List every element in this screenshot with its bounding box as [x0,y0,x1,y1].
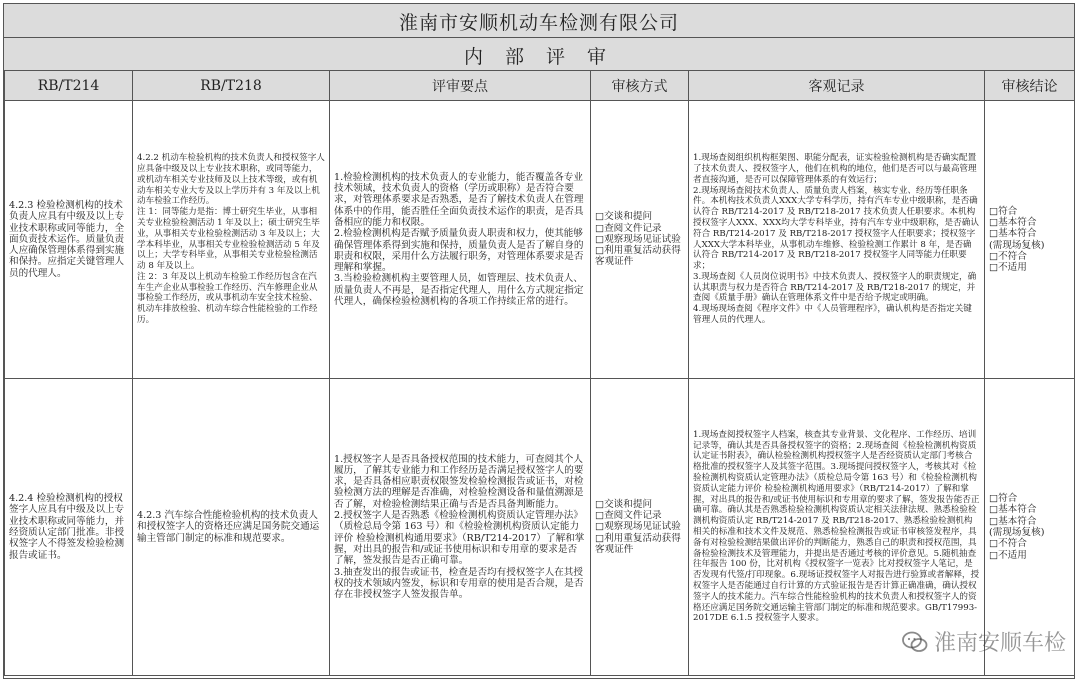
company-name: 淮南市安顺机动车检测有限公司 [398,12,679,34]
title-block [4,4,1074,71]
col-header-rb218: RB/T218 [133,71,330,101]
document-title: 内 部 评 审 [463,46,615,68]
col-header-conclusion: 审核结论 [985,71,1075,101]
watermark-text: 淮南安顺车检 [933,631,1066,656]
title-divider [4,37,1074,38]
review-method [591,379,689,676]
method-option[interactable]: □利用重复活动获得客观证件 [595,245,681,268]
conclusion-option[interactable]: □不符合 [989,538,1027,550]
conclusion-note: (需现场复核) [989,239,1045,251]
col-header-points: 评审要点 [330,71,591,101]
review-points: 1.检验检测机构的技术负责人的专业能力，能否覆盖各专业技术领域，技术负责人的资格（学历或职称）是否符合要求，对管理体系要求是否熟悉，是否了解技术负责人在管理体系中的作用，能否胜任全面负责技术运作的职责，是否具备相应的能力和权限。 2.检验检测机构是否赋予质量负责人职责和权力，使其能够确保管理体系得到实施和保持，质量负责人是否了解自身的职责和权限，采用什么方法履行职务，对管理体系要求是否理解和掌握。 3.当检验检测机构主要管理人员，如管理层、技术负责人、质量负责人不再是，是否指定代理人，用什么方式规定指定代理人，确保检验检测机构的各项工作持续正常的进行。 [330,101,591,379]
conclusion-option[interactable]: □不适用 [989,262,1027,274]
objective-record: 1.现场查阅授权签字人档案，核查其专业背景、文化程序、工作经历、培训记录等，确认其是否具备授权签字的资格；2.现场查阅《检验检测机构资质认定证书附表》，确认检验检测机构授权签字人是否经资质认定部门考核合格批准的授权签字人及其签字范围。3.现场提问授权签字人，考核其对《检验检测机构资质认定管理办法》（质检总局令第 163 号）和《检验检测机构资质认定能力评价 检验检测机构通用要求》（RB/T214-2017）了解和掌握，对出具的报告和/或证书使用标识和专用章的要求了解，签发报告能否正确可靠。确认其是否熟悉检验检测机构资质认定相关法律法规、熟悉检验检测机构资质认定 RB/T214-2017 及 RB/T218-2017、熟悉检验检测机构相关的标准和技术文件及规范、熟悉检验检测报告或证书审核签发程序，具备有对检验检测结果做出评价的判断能力，熟悉自己的职责和授权范围，具备检验检测技术及管理能力，并提出是否通过考核的评价意见。5.随机抽查往年报告 100 份，比对机构《授权签字一览表》比对授权签字人笔记，是否发现有代签/打印现象。6.现场证授权签字人对报告进行验算或者解释，授权签字人是否能通过自行计算的方式验证报告是否计算正确准确，确认授权签字人的技术能力。汽车综合性能检验机构的技术负责人和授权签字人的资格还应满足国务院交通运输主管部门制定的标准和规范要求。GB/T17993-2017DE 6.1.5 授权签字人要求。 [689,379,985,676]
review-method [591,101,689,379]
header-row [5,71,1075,101]
review-points: 1.授权签字人是否具备授权范围的技术能力，可查阅其个人履历，了解其专业能力和工作经历是否满足授权签字人的要求，是否具备相应职责权限签发检验检测报告或证书，对检验检测方法的理解是否准确，对检验检测设备和量值溯源是否了解，对检验检测结果正确与否是否具备判断能力。 2.授权签字人是否熟悉《检验检测机构资质认定管理办法》（质检总局令第 163 号）和《检验检测机构资质认定能力评价 检验检测机构通用要求》（RB/T214-2017）了解和掌握，对出具的报告和/或证书使用标识和专用章的要求是否了解，签发报告是否正确可靠。 3.抽查发出的报告或证书，检查是否均有授权签字人在其授权的技术领域内签发，标识和专用章的使用是否合规，是否存在非授权签字人签发报告单。 [330,379,591,676]
conclusion-option[interactable]: □基本符合 [989,515,1037,527]
table-row [5,101,1075,379]
method-option[interactable]: □交谈和提问 [595,211,653,223]
conclusion-option[interactable]: □基本符合 [989,504,1037,516]
review-conclusion [985,101,1075,379]
method-option[interactable]: □观察现场见证试验 [595,233,681,245]
conclusion-option[interactable]: □符合 [989,493,1018,505]
rb214-clause: 4.2.4 检验检测机构的授权签字人应具有中级及以上专业技术职称或同等能力，并经资质认定部门批准。非授权签字人不得签发检验检测报告或证书。 [5,379,133,676]
col-header-rb214: RB/T214 [5,71,133,101]
wechat-watermark [902,626,1066,657]
col-header-record: 客观记录 [689,71,985,101]
conclusion-option[interactable]: □不符合 [989,250,1027,262]
col-header-method: 审核方式 [591,71,689,101]
wechat-icon [902,631,928,653]
conclusion-option[interactable]: □基本符合 [989,228,1037,240]
rb214-clause: 4.2.3 检验检测机构的技术负责人应具有中级及以上专业技术职称或同等能力，全面负责技术运作。质量负责人应确保管理体系得到实施和保持。应指定关键管理人员的代理人。 [5,101,133,379]
conclusion-option[interactable]: □基本符合 [989,216,1037,228]
review-table [4,70,1075,676]
conclusion-option[interactable]: □符合 [989,205,1018,217]
rb218-clause: 4.2.2 机动车检验机构的技术负责人和授权签字人应具备中级及以上专业技术职称，或同等能力，或机动车相关专业技师及以上技术等级，或有机动车相关专业大专及以上学历并有 3 年及以上机动车检验工作经历。 注 1：同等能力是指：博士研究生毕业，从事相关专业检验检测活动 1 年及以上；硕士研究生毕业，从事相关专业检验检测活动 3 年及以上；大学本科毕业，从事相关专业检验检测活动 5 年及以上；大学专科毕业，从事相关专业检验检测活动 8 年及以上。 注 2：3 年及以上机动车检验工作经历包含在汽车生产企业从事检验工作经历、汽车修理企业从事检验工作经历，或从事机动车安全技术检验、机动车排放检验、机动车综合性能检验的工作经历。 [133,101,330,379]
method-option[interactable]: □查阅文件记录 [595,510,662,522]
conclusion-note: (需现场复核) [989,527,1045,538]
conclusion-option[interactable]: □不适用 [989,549,1027,561]
review-sheet [3,3,1075,679]
method-option[interactable]: □利用重复活动获得客观证件 [595,532,681,555]
rb218-clause: 4.2.3 汽车综合性能检验机构的技术负责人和授权签字人的资格还应满足国务院交通运输主管部门制定的标准和规范要求。 [133,379,330,676]
method-option[interactable]: □观察现场见证试验 [595,521,681,533]
method-option[interactable]: □查阅文件记录 [595,222,662,234]
method-option[interactable]: □交谈和提问 [595,498,653,510]
objective-record: 1.现场查阅组织机构框架图、职能分配表，证实检验检测机构是否确实配置了技术负责人、授权签字人，他们在机构的地位，他们是否可以与最高管理者直接沟通，是否可以保障管理体系的有效运行； 2.现场现场查阅技术负责人、质量负责人档案，核实专业、经历等任职条件。本机构技术负责人XXX大学专科学历，持有汽车专业中级职称，是否确认符合 RB/T214-2017 及 RB/T218-2017 技术负责人任职要求。本机构授权签字人XXX、XXX均大学专科毕业，持有汽车专业中级职称，是否确认符合 RB/T214-2017 及 RB/T218-2017 授权签字人任职要求；授权签字人XXX大学本科毕业，从事机动车维修、检验检测工作累计 8 年，是否确认符合 RB/T214-2017 及 RB/T218-2017 授权签字人同等能力任职要求； 3.现场查阅《人员岗位说明书》中技术负责人、授权签字人的职责规定，确认其职责与权力是否符合 RB/T214-2017 及 RB/T218-2017 的规定，并查阅《质量手册》确认在管理体系文件中是否给予规定或明确。 4.现场现场查阅《程序文件》中《人员管理程序》，确认机构是否指定关键管理人员的代理人。 [689,101,985,379]
